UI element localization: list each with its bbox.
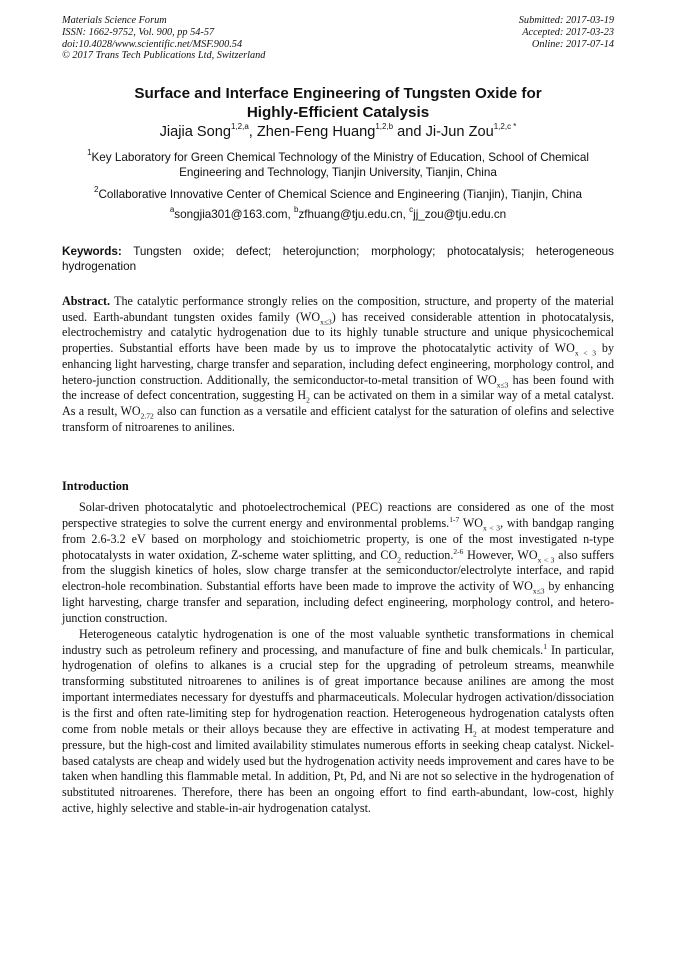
introduction-body [62,500,614,817]
paragraph [62,627,614,817]
author-separator: , [248,124,257,140]
subscript: x≤3 [532,586,545,596]
paragraph [62,500,614,627]
author-affiliation-mark: 1,2,b [375,121,394,131]
paragraph-text: Heterogeneous catalytic hydrogenation is one of the most valuable synthetic transformations in chemical industry such as petroleum refinery and processing, and manufacture of fine and bulk chemicals. [62,626,614,657]
abstract-label: Abstract. [62,294,111,308]
subscript: x < 3 [574,348,597,358]
abstract-text: has been found with the increase of defect concentration, suggesting H [62,372,614,403]
citation: 2-6 [453,546,464,556]
email-mark: b [294,204,299,214]
accepted-date: Accepted: 2017-03-23 [522,26,614,38]
author-list [62,123,614,141]
subscript: x < 3 [482,523,501,533]
affiliation-mark: 1 [87,147,92,157]
subscript: x≤3 [320,317,332,327]
abstract-text: ) has received considerable attention in photocatalysis, electrochemistry and catalytic hydrogenation due to its highly tunable structure and unique physicochemical properties. Substantial efforts have been made by us to improve the photocatalytic activity of WO [62,309,614,356]
affiliation-text: Collaborative Innovative Center of Chemical Science and Engineering (Tianjin), Tianjin, China [98,188,582,201]
author-name: Jiajia Song [159,124,231,140]
subscript: 2 [306,395,310,405]
abstract-text: also can function as a versatile and efficient catalyst for the saturation of olefins and selective transform of nitroarenes to anilines. [62,403,614,434]
publication-info [62,15,265,62]
email-link[interactable]: zfhuang@tju.edu.cn, [298,208,410,221]
paragraph-text: Solar-driven photocatalytic and photoelectrochemical (PEC) reactions are considered as one of the most perspective strategies to solve the current energy and environmental problems. [62,500,614,530]
author-affiliation-mark: 1,2,c * [493,121,517,131]
email-mark: c [409,204,414,214]
citation: 1 [543,641,547,651]
paper-title [62,84,614,122]
abstract-text: The catalytic performance strongly relies on the composition, structure, and property of the material used. Earth-abundant tungsten oxides family (WO [62,294,614,324]
author-affiliation-mark: 1,2,a [230,121,249,131]
keywords-label: Keywords: [62,245,122,258]
paragraph-text: also suffers from the sluggish kinetics of holes, slow charge transfer at the semiconductor/electrolyte interface, and rapid electron-hole recombination. Substantial efforts have been made to improve the activity of WO [62,547,615,594]
affiliation-1 [62,147,614,180]
subscript: x < 3 [537,554,555,564]
paragraph-text: WO [459,515,483,530]
submitted-date: Submitted: 2017-03-19 [518,15,614,26]
affiliation-text: Engineering and Technology, Tianjin University, Tianjin, China [179,165,497,179]
citation: 1-7 [449,514,460,524]
paragraph-text: by enhancing light harvesting, charge transfer and separation, including defect engineering, morphology control, and hetero-junction construction. [62,579,614,625]
paragraph-text: , with bandgap ranging from 2.6-3.2 eV based on morphology and stoichiometric property, is one of the most investigated n-type photocatalysts in water oxidation, Z-scheme water splitting, and CO [62,515,614,562]
publication-dates [519,15,614,50]
copyright: © 2017 Trans Tech Publications Ltd, Switzerland [62,50,266,62]
email-link[interactable]: jj_zou@tju.edu.cn [413,208,507,221]
author-name: Zhen-Feng Huang [256,124,376,140]
subscript: 2.72 [140,411,154,421]
abstract [62,294,614,435]
journal-name: Materials Science Forum [62,15,167,26]
doi: doi:10.4028/www.scientific.net/MSF.900.54 [62,38,243,50]
paragraph-text: at modest temperature and pressure, but the high-cost and limited availability stimulates numerous efforts in seeking cheap catalyst. Nickel-based catalysts are cheap and widely used but the hydrogenation activity needs improvement and cares have to be taken when handling this flammable metal. In addition, Pt, Pd, and Ni are not so selective in the hydrogenation of substituted nitroarenes. Therefore, there has been an ongoing effort to find earth-abundant, low-cost, highly active, highly selective and stable-in-air hydrogenation catalyst. [62,721,614,816]
author-name: Ji-Jun Zou [425,124,494,140]
title-line-1: Surface and Interface Engineering of Tungsten Oxide for [134,85,542,102]
abstract-text: by enhancing light harvesting, charge transfer and separation, including defect engineering, morphology control, and hetero-junction construction. Additionally, the semiconductor-to-metal transition of WO [62,341,614,387]
online-date: Online: 2017-07-14 [531,38,614,50]
author-separator: and [393,124,426,140]
subscript: x≤3 [496,379,509,389]
email-link[interactable]: songjia301@163.com, [174,208,294,221]
affiliation-2 [62,184,614,203]
paragraph-text: reduction. [400,547,454,562]
subscript: 2 [397,554,401,564]
affiliation-text: Key Laboratory for Green Chemical Technology of the Ministry of Education, School of Chemical [91,151,589,164]
abstract-text: can be activated on them in a similar way of a metal catalyst. As a result, WO [62,388,615,418]
author-emails [62,204,614,222]
email-mark: a [169,204,175,214]
keywords-text: Tungsten oxide; defect; heterojunction; morphology; photocatalysis; heterogeneous hydrogenation [62,245,614,273]
issn-volume: ISSN: 1662-9752, Vol. 900, pp 54-57 [62,26,215,38]
paragraph-text: In particular, hydrogenation of olefins to alkanes is a crucial step for the upgrading of petroleum streams, meanwhile transforming substituted nitroarenes to anilines is of great importance because anilines are among the most important intermediates necessary for dyestuffs and pharmaceuticals. Molecular hydrogen activation/dissociation is the first and often rate-limiting step for hydrogenation reaction. Heterogeneous hydrogenation catalysts often come from noble metals or their alloys because they are effective in activating H [62,642,614,736]
subscript: 2 [472,729,477,739]
title-line-2: Highly-Efficient Catalysis [246,104,430,121]
keywords [62,244,614,274]
section-heading-introduction: Introduction [62,479,129,493]
paragraph-text: However, WO [463,547,538,562]
affiliation-mark: 2 [93,184,99,194]
